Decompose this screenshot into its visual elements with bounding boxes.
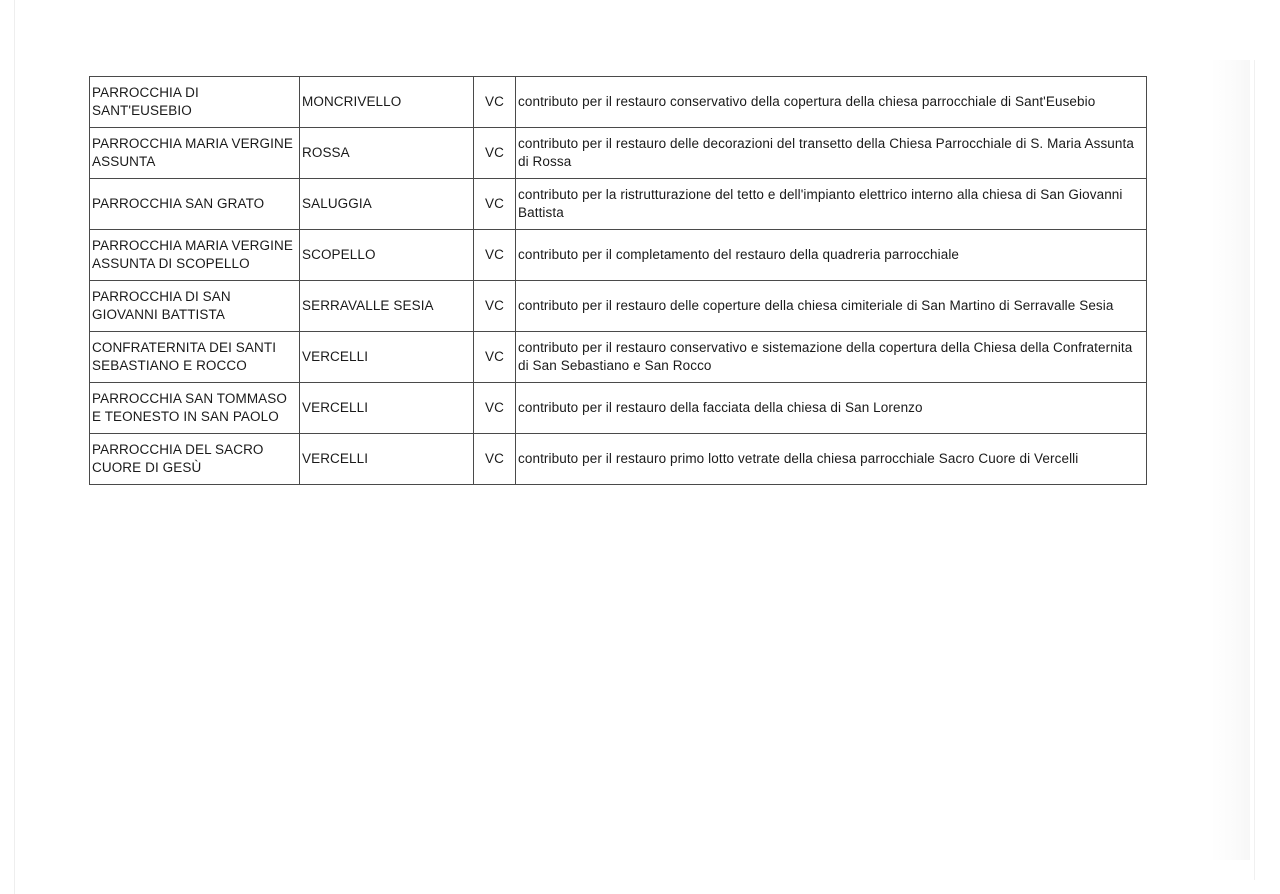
- town-cell: SERRAVALLE SESIA: [300, 281, 474, 332]
- province-cell: VC: [474, 332, 516, 383]
- entity-cell: PARROCCHIA DI SAN GIOVANNI BATTISTA: [90, 281, 300, 332]
- entity-cell: CONFRATERNITA DEI SANTI SEBASTIANO E ROCCO: [90, 332, 300, 383]
- description-cell: contributo per il restauro conservativo e sistemazione della copertura della Chiesa della Confraternita di San Sebastiano e San Rocco: [516, 332, 1147, 383]
- province-cell: VC: [474, 434, 516, 485]
- province-cell: VC: [474, 77, 516, 128]
- table-row: [90, 332, 1147, 383]
- town-cell: ROSSA: [300, 128, 474, 179]
- description-cell: contributo per il restauro primo lotto vetrate della chiesa parrocchiale Sacro Cuore di Vercelli: [516, 434, 1147, 485]
- town-cell: SALUGGIA: [300, 179, 474, 230]
- table-row: [90, 383, 1147, 434]
- entity-cell: PARROCCHIA SAN GRATO: [90, 179, 300, 230]
- province-cell: VC: [474, 128, 516, 179]
- table-row: [90, 230, 1147, 281]
- town-cell: SCOPELLO: [300, 230, 474, 281]
- table-row: [90, 77, 1147, 128]
- province-cell: VC: [474, 281, 516, 332]
- grant-table: [89, 76, 1147, 485]
- entity-cell: PARROCCHIA SAN TOMMASO E TEONESTO IN SAN PAOLO: [90, 383, 300, 434]
- scan-edge-right: [1254, 60, 1255, 880]
- description-cell: contributo per il restauro delle decorazioni del transetto della Chiesa Parrocchiale di S. Maria Assunta di Rossa: [516, 128, 1147, 179]
- town-cell: VERCELLI: [300, 383, 474, 434]
- table-row: [90, 434, 1147, 485]
- grant-table-body: [90, 77, 1147, 485]
- description-cell: contributo per il restauro conservativo della copertura della chiesa parrocchiale di Sant'Eusebio: [516, 77, 1147, 128]
- province-cell: VC: [474, 383, 516, 434]
- town-cell: VERCELLI: [300, 434, 474, 485]
- town-cell: VERCELLI: [300, 332, 474, 383]
- town-cell: MONCRIVELLO: [300, 77, 474, 128]
- entity-cell: PARROCCHIA DEL SACRO CUORE DI GESÙ: [90, 434, 300, 485]
- scan-shadow-right: [1210, 60, 1250, 860]
- description-cell: contributo per il restauro della facciata della chiesa di San Lorenzo: [516, 383, 1147, 434]
- description-cell: contributo per il restauro delle coperture della chiesa cimiteriale di San Martino di Serravalle Sesia: [516, 281, 1147, 332]
- entity-cell: PARROCCHIA MARIA VERGINE ASSUNTA: [90, 128, 300, 179]
- description-cell: contributo per la ristrutturazione del tetto e dell'impianto elettrico interno alla chiesa di San Giovanni Battista: [516, 179, 1147, 230]
- entity-cell: PARROCCHIA DI SANT'EUSEBIO: [90, 77, 300, 128]
- entity-cell: PARROCCHIA MARIA VERGINE ASSUNTA DI SCOPELLO: [90, 230, 300, 281]
- table-row: [90, 128, 1147, 179]
- province-cell: VC: [474, 230, 516, 281]
- scan-edge-left: [14, 0, 15, 894]
- province-cell: VC: [474, 179, 516, 230]
- description-cell: contributo per il completamento del restauro della quadreria parrocchiale: [516, 230, 1147, 281]
- table-row: [90, 281, 1147, 332]
- table-row: [90, 179, 1147, 230]
